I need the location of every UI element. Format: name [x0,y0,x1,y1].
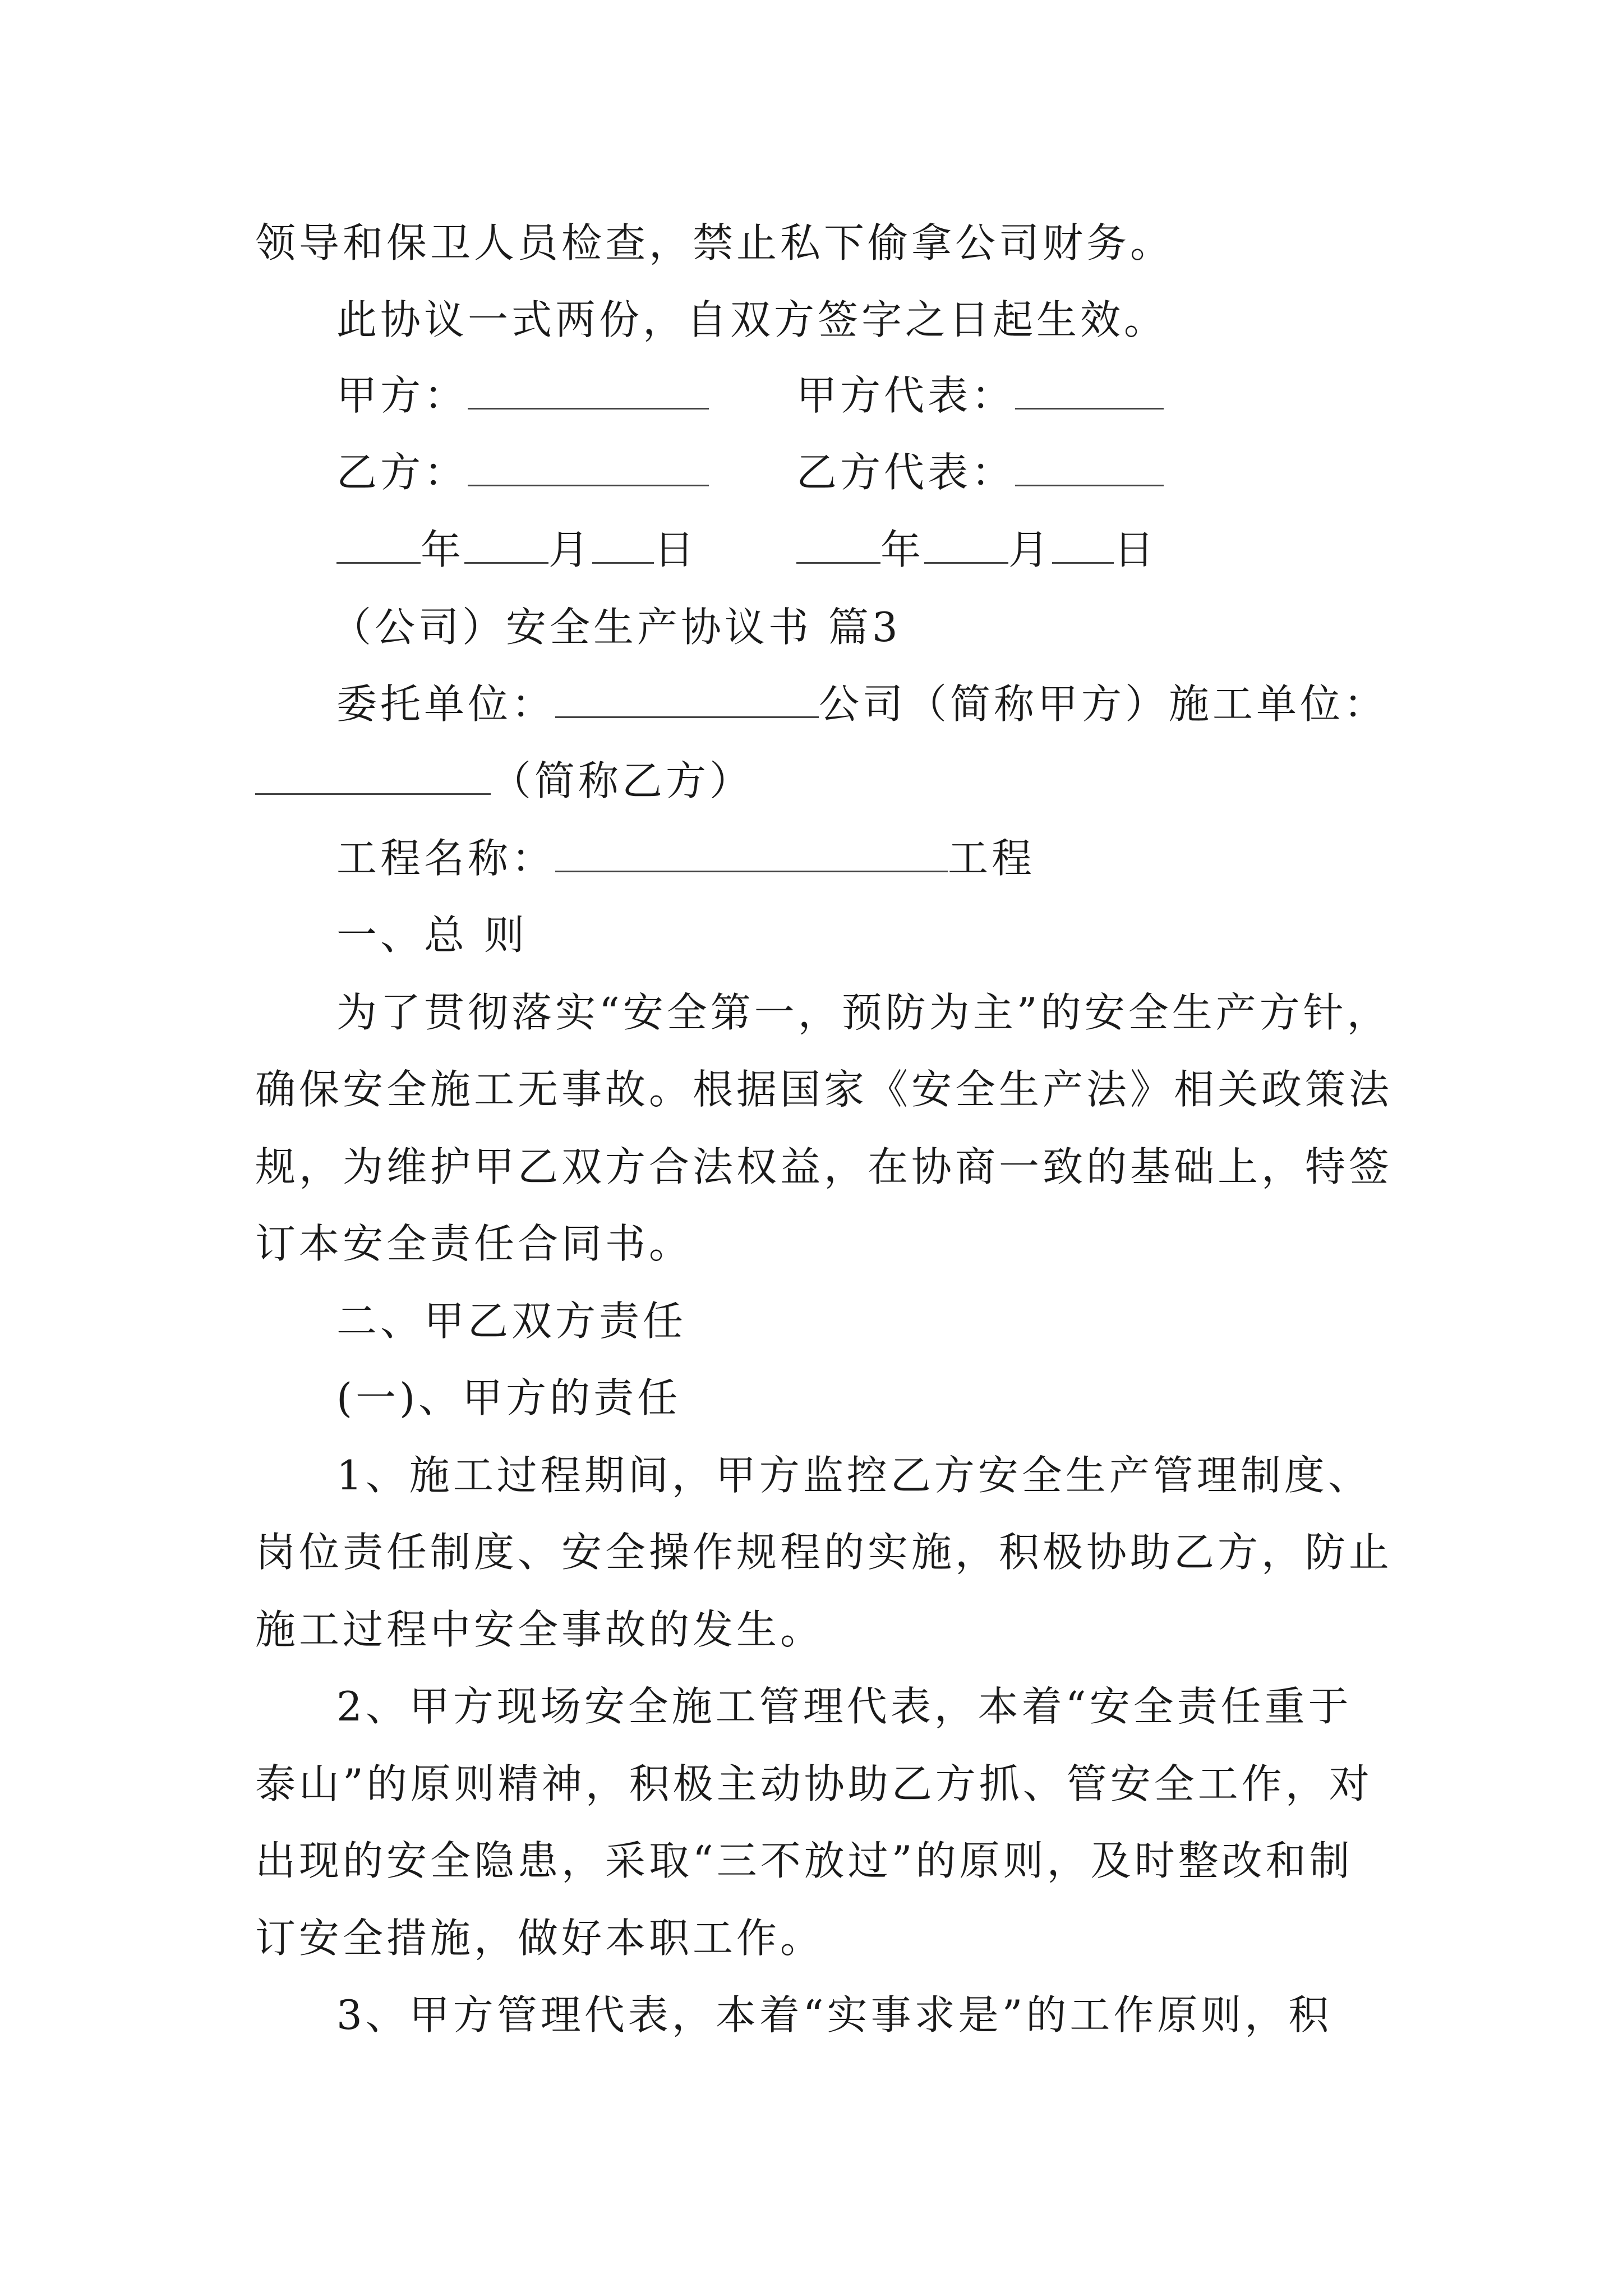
party-a-rep-label: 甲方代表： [796,372,1016,419]
heading-general: 一、总 则 [336,912,528,959]
year-blank [336,526,421,564]
year-label: 年 [421,526,465,573]
contractor-suffix: （简称乙方） [491,757,754,804]
entrust-line [336,676,1387,732]
paragraph-line: 施工过程中安全事故的发生。 [255,1606,824,1653]
paragraph-line: 规，为维护甲乙双方合法权益，在协商一致的基础上，特签 [255,1143,1393,1190]
party-b-blank [468,449,709,486]
party-a-rep-field [796,367,1164,424]
party-a-rep-blank [1015,372,1164,409]
year-blank [796,526,880,564]
paragraph-line: 订安全措施，做好本职工作。 [255,1915,824,1962]
signature-row-party-b [0,444,1623,500]
month-blank [464,526,548,564]
year-label: 年 [880,526,925,573]
party-b-rep-field [796,444,1164,500]
paragraph-line: 泰山”的原则精神，积极主动协助乙方抓、管安全工作，对 [255,1760,1373,1807]
paragraph-line: 订本安全责任合同书。 [255,1220,693,1267]
paragraph-line: 为了贯彻落实“安全第一，预防为主”的安全生产方针， [336,989,1391,1036]
entrust-company-suffix: 公司（简称甲方）施工单位： [819,680,1388,728]
month-blank [924,526,1008,564]
section-title: （公司）安全生产协议书 篇3 [331,604,901,651]
project-suffix: 工程 [948,835,1036,882]
entrust-line-2 [255,753,753,809]
party-b-field [336,444,709,500]
paragraph-line: 出现的安全隐患，采取“三不放过”的原则，及时整改和制 [255,1837,1353,1884]
paragraph-line: 3、甲方管理代表，本着“实事求是”的工作原则，积 [336,1991,1332,2039]
paragraph-line: 岗位责任制度、安全操作规程的实施，积极协助乙方，防止 [255,1529,1393,1576]
party-b-rep-blank [1015,449,1164,486]
project-label: 工程名称： [336,835,556,882]
date-row [0,522,1623,578]
entrust-company-blank [555,680,819,718]
day-label: 日 [654,526,698,573]
project-name-blank [555,835,948,872]
month-label: 月 [1008,526,1053,573]
heading-party-a-duties: (一)、甲方的责任 [336,1374,681,1421]
paragraph-line: 1、施工过程期间，甲方监控乙方安全生产管理制度、 [336,1452,1372,1499]
party-a-blank [468,372,709,409]
entrust-label: 委托单位： [336,680,556,728]
paragraph-line: 领导和保卫人员检查，禁止私下偷拿公司财务。 [255,219,1174,266]
day-blank [1052,526,1114,564]
day-blank [592,526,654,564]
party-a-field [336,367,709,424]
paragraph-line: 2、甲方现场安全施工管理代表，本着“安全责任重于 [336,1683,1352,1730]
date-left [336,522,698,578]
project-line [336,830,1035,886]
party-a-label: 甲方： [336,372,468,419]
party-b-label: 乙方： [336,449,468,496]
paragraph-line: 确保安全施工无事故。根据国家《安全生产法》相关政策法 [255,1066,1393,1113]
date-right [796,522,1158,578]
paragraph-line: 此协议一式两份，自双方签字之日起生效。 [336,296,1168,343]
month-label: 月 [548,526,593,573]
day-label: 日 [1114,526,1158,573]
party-b-rep-label: 乙方代表： [796,449,1016,496]
contractor-blank [255,757,491,795]
signature-row-party-a [0,367,1623,424]
heading-duties: 二、甲乙双方责任 [336,1297,687,1345]
